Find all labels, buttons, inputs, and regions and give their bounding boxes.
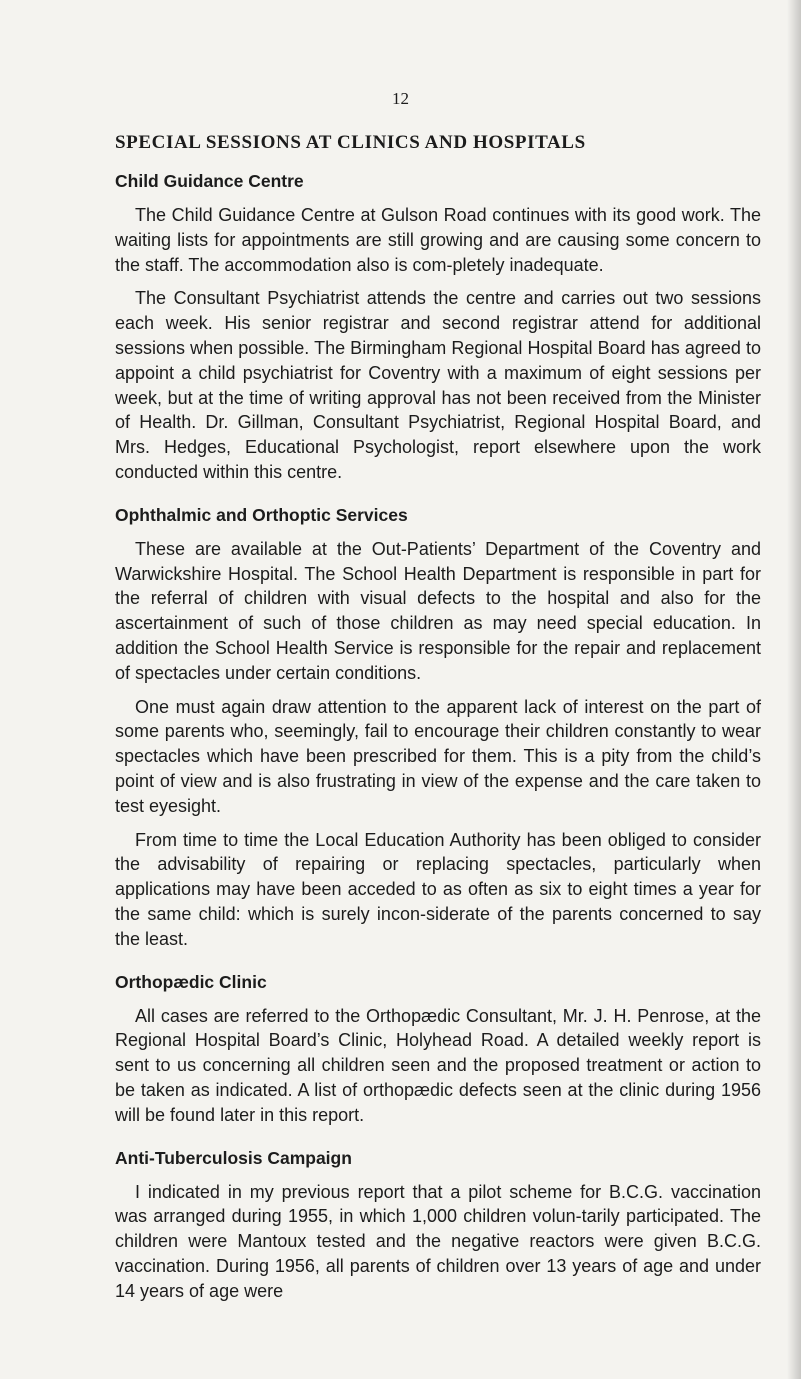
section-anti-tuberculosis-campaign bbox=[115, 1146, 761, 1304]
section-heading: Anti-Tuberculosis Campaign bbox=[115, 1147, 352, 1168]
page-edge-shadow bbox=[787, 0, 801, 1379]
section-child-guidance-centre bbox=[115, 169, 761, 485]
paragraph: The Consultant Psychiatrist attends the centre and carries out two sessions each week. His senior registrar and second registrar attend for additional sessions when possible. The Birmingham Regional Hospital Board has agreed to appoint a child psychiatrist for Coventry with a maximum of eight sessions per week, but at the time of writing approval has not been received from the Minister of Health. Dr. Gillman, Consultant Psychiatrist, Regional Hospital Board, and Mrs. Hedges, Educational Psychologist, report elsewhere upon the work conducted within this centre. bbox=[115, 288, 761, 482]
section-ophthalmic-orthoptic-services bbox=[115, 503, 761, 952]
section-heading: Orthopædic Clinic bbox=[115, 971, 267, 992]
paragraph: These are available at the Out-Patients’ Department of the Coventry and Warwickshire Hospital. The School Health Department is responsible in part for the referral of children with visual defects to the hospital and also for the ascertainment of such of those children as may need special education. In addition the School Health Service is responsible for the repair and replacement of spectacles under certain conditions. bbox=[115, 538, 761, 683]
page-number: 12 bbox=[392, 89, 409, 108]
section-orthopaedic-clinic bbox=[115, 970, 761, 1128]
paragraph: I indicated in my previous report that a pilot scheme for B.C.G. vaccination was arranged during 1955, in which 1,000 children volun-tarily participated. The children were Mantoux tested and the negative reactors were given B.C.G. vaccination. During 1956, all parents of children over 13 years of age and under 14 years of age were bbox=[115, 1181, 761, 1301]
page-title: SPECIAL SESSIONS AT CLINICS AND HOSPITALS bbox=[115, 132, 586, 153]
section-heading: Ophthalmic and Orthoptic Services bbox=[115, 504, 408, 525]
section-heading: Child Guidance Centre bbox=[115, 171, 304, 191]
paragraph: All cases are referred to the Orthopædic Consultant, Mr. J. H. Penrose, at the Regional Hospital Board’s Clinic, Holyhead Road. A detailed weekly report is sent to us concerning all children seen and the proposed treatment or action to be taken as indicated. A list of orthopædic defects seen at the clinic during 1956 will be found later in this report. bbox=[115, 1005, 761, 1125]
paragraph: One must again draw attention to the apparent lack of interest on the part of some parents who, seemingly, fail to encourage their children constantly to wear spectacles which have been prescribed for them. This is a pity from the child’s point of view and is also frustrating in view of the expense and the care taken to test eyesight. bbox=[115, 696, 761, 816]
page-content bbox=[115, 131, 761, 1321]
paragraph: The Child Guidance Centre at Gulson Road continues with its good work. The waiting lists for appointments are still growing and are causing some concern to the staff. The accommodation also is com-pletely inadequate. bbox=[115, 205, 761, 275]
paragraph: From time to time the Local Education Authority has been obliged to consider the advisability of repairing or replacing spectacles, particularly when applications may have been acceded to as often as six to eight times a year for the same child: which is surely incon-siderate of the parents concerned to say the least. bbox=[115, 829, 761, 949]
